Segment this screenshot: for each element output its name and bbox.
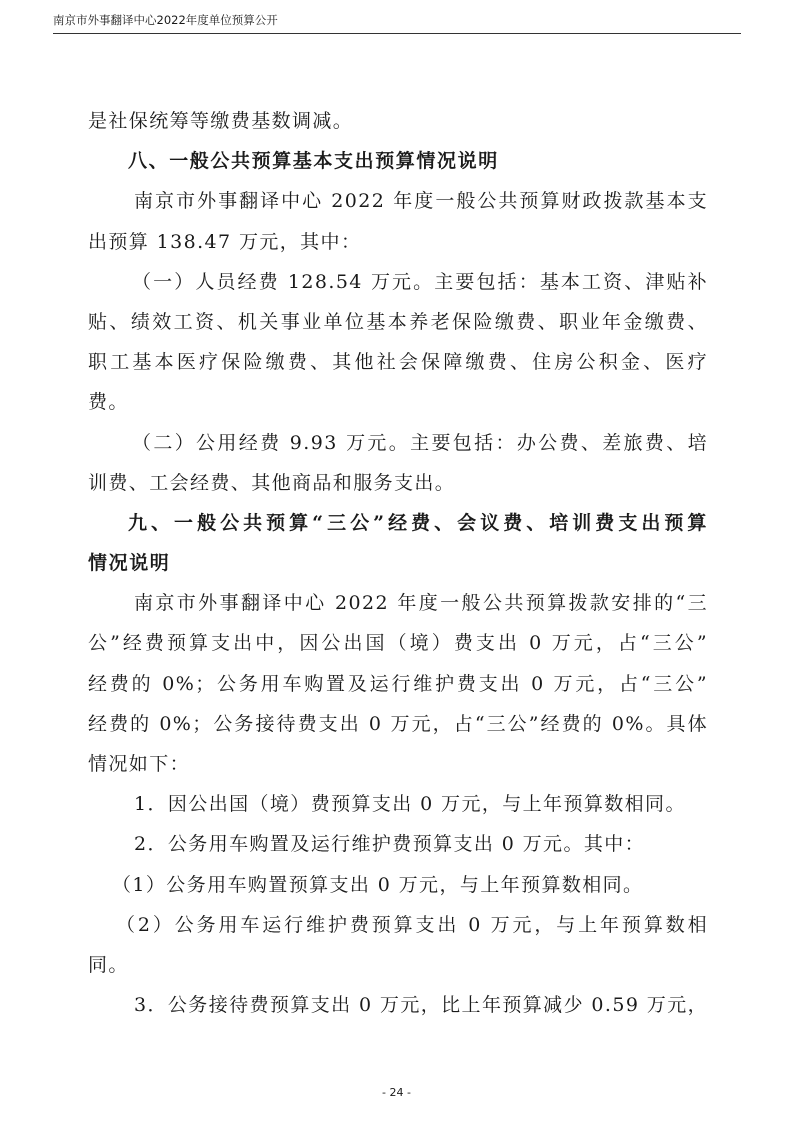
body-line: 经费的 0%；公务用车购置及运行维护费支出 0 万元，占“三公” (88, 672, 708, 695)
body-line: 职工基本医疗保险缴费、其他社会保障缴费、住房公积金、医疗 (88, 351, 708, 374)
page-number: - 24 - (382, 1086, 411, 1099)
body-line: 训费、工会经费、其他商品和服务支出。 (88, 471, 456, 494)
body-line: 是社保统筹等缴费基数调减。 (88, 110, 354, 132)
body-line: 经费的 0%；公务接待费支出 0 万元，占“三公”经费的 0%。具体 (88, 712, 708, 735)
body-line: （一）人员经费 128.54 万元。主要包括：基本工资、津贴补 (132, 270, 708, 293)
header-divider (53, 33, 741, 34)
document-body (88, 101, 708, 1025)
section-heading-9: 九、一般公共预算“三公”经费、会议费、培训费支出预算 (128, 511, 708, 534)
section-heading-8: 八、一般公共预算基本支出预算情况说明 (128, 150, 499, 173)
body-line: 公”经费预算支出中，因公出国（境）费支出 0 万元，占“三公” (88, 632, 708, 655)
body-line: （二）公用经费 9.93 万元。主要包括：办公费、差旅费、培 (132, 431, 708, 454)
list-item: 3．公务接待费预算支出 0 万元，比上年预算减少 0.59 万元， (134, 994, 708, 1017)
list-item: 1．因公出国（境）费预算支出 0 万元，与上年预算数相同。 (134, 793, 686, 816)
list-item: （2）公务用车运行维护费预算支出 0 万元，与上年预算数相 (116, 913, 708, 936)
body-line: 情况如下： (88, 753, 191, 775)
list-item: 2．公务用车购置及运行维护费预算支出 0 万元。其中： (134, 833, 646, 856)
body-line: 费。 (88, 391, 129, 414)
body-line: 南京市外事翻译中心 2022 年度一般公共预算拨款安排的“三 (134, 592, 708, 615)
body-line: 出预算 138.47 万元，其中： (88, 230, 362, 253)
header-title: 南京市外事翻译中心2022年度单位预算公开 (53, 13, 278, 27)
body-line: 贴、绩效工资、机关事业单位基本养老保险缴费、职业年金缴费、 (88, 310, 708, 333)
list-item: （1）公务用车购置预算支出 0 万元，与上年预算数相同。 (112, 873, 644, 896)
section-heading-9-cont: 情况说明 (88, 552, 171, 575)
body-line: 南京市外事翻译中心 2022 年度一般公共预算财政拨款基本支 (134, 190, 708, 213)
body-line: 同。 (88, 953, 129, 976)
